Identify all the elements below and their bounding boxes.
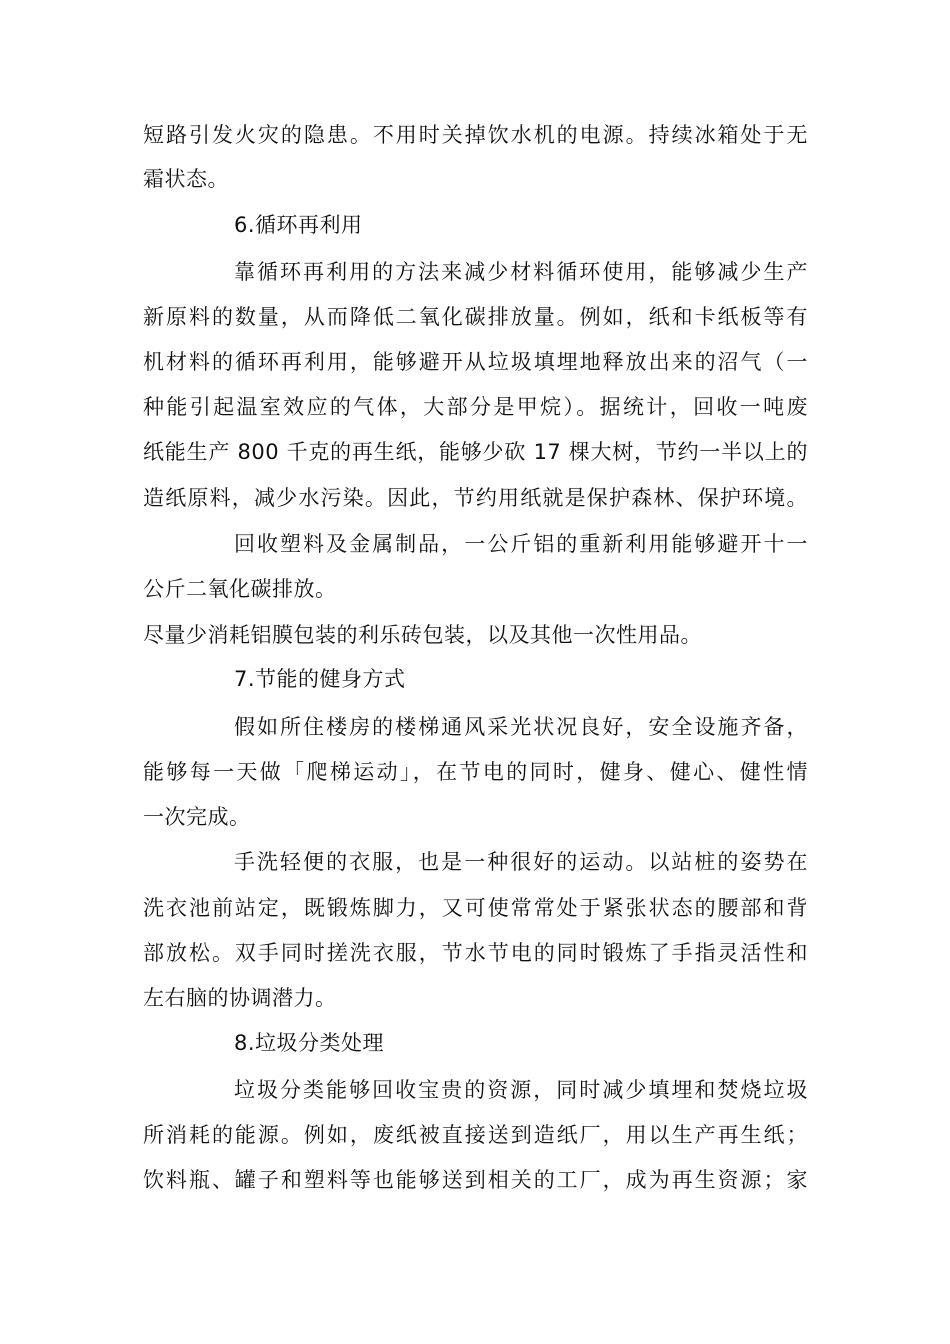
paragraph-line: 造纸原料，减少水污染。因此，节约用纸就是保护森林、保护环境。 — [143, 486, 808, 510]
paragraph-line: 新原料的数量，从而降低二氧化碳排放量。例如，纸和卡纸板等有 — [143, 305, 808, 329]
section-heading: 8.垃圾分类处理 — [234, 1031, 385, 1055]
paragraph-line: 种能引起温室效应的气体，大部分是甲烷）。据统计，回收一吨废 — [143, 395, 808, 419]
paragraph-line: 回收塑料及金属制品，一公斤铝的重新利用能够避开十一 — [234, 532, 808, 556]
paragraph-line: 机材料的循环再利用，能够避开从垃圾填埋地释放出来的沼气（一 — [143, 350, 808, 374]
paragraph-line: 垃圾分类能够回收宝贵的资源，同时减少填埋和焚烧垃圾 — [234, 1078, 808, 1102]
paragraph-line: 部放松。双手同时搓洗衣服，节水节电的同时锻炼了手指灵活性和 — [143, 941, 808, 965]
paragraph-line: 靠循环再利用的方法来减少材料循环使用，能够减少生产 — [234, 260, 808, 284]
paragraph-line: 饮料瓶、罐子和塑料等也能够送到相关的工厂，成为再生资源；家 — [143, 1168, 808, 1192]
paragraph-line: 手洗轻便的衣服，也是一种很好的运动。以站桩的姿势在 — [234, 850, 808, 874]
paragraph-line: 洗衣池前站定，既锻炼脚力，又可使常常处于紧张状态的腰部和背 — [143, 896, 808, 920]
paragraph-line: 公斤二氧化碳排放。 — [143, 577, 337, 601]
paragraph-line: 所消耗的能源。例如，废纸被直接送到造纸厂，用以生产再生纸； — [143, 1123, 808, 1147]
paragraph-line: 假如所住楼房的楼梯通风采光状况良好，安全设施齐备， — [234, 715, 808, 739]
paragraph-line: 一次完成。 — [143, 805, 251, 829]
paragraph-line: 能够每一天做「爬梯运动」，在节电的同时，健身、健心、健性情 — [143, 760, 808, 784]
paragraph-line: 霜状态。 — [143, 167, 229, 191]
section-heading: 6.循环再利用 — [234, 213, 363, 237]
section-heading: 7.节能的健身方式 — [234, 667, 406, 691]
paragraph-line: 左右脑的协调潜力。 — [143, 986, 337, 1010]
paragraph-line: 短路引发火灾的隐患。不用时关掉饮水机的电源。持续冰箱处于无 — [143, 123, 808, 147]
paragraph-line: 尽量少消耗铝膜包装的利乐砖包装，以及其他一次性用品。 — [143, 623, 702, 647]
paragraph-line: 纸能生产 800 千克的再生纸，能够少砍 17 棵大树，节约一半以上的 — [143, 440, 808, 464]
